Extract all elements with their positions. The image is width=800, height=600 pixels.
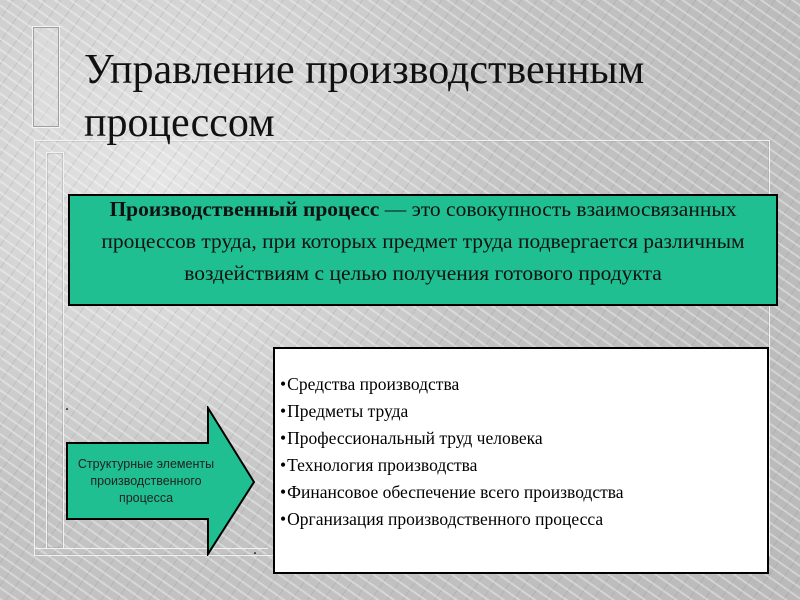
elements-list: [280, 371, 624, 533]
elements-list-box: [273, 347, 769, 574]
definition-box: [68, 194, 778, 306]
list-item: [280, 425, 624, 452]
bullet-icon: •: [280, 401, 287, 421]
bullet-icon: •: [280, 509, 287, 529]
decor-dot: .: [253, 541, 257, 558]
definition-text: [70, 193, 776, 289]
bullet-icon: •: [280, 455, 287, 475]
decorative-inner-bar: [46, 152, 64, 549]
list-item-text: Технология производства: [287, 455, 478, 475]
decor-dot: .: [65, 397, 69, 414]
list-item-text: Финансовое обеспечение всего производства: [287, 482, 624, 502]
list-item: [280, 479, 624, 506]
definition-term: Производственный процесс: [109, 197, 380, 221]
list-item-text: Средства производства: [287, 374, 460, 394]
list-item: [280, 452, 624, 479]
bullet-icon: •: [280, 482, 287, 502]
list-item-text: Организация производственного процесса: [287, 509, 604, 529]
bullet-icon: •: [280, 428, 287, 448]
decorative-bar: [32, 26, 60, 128]
bullet-icon: •: [280, 374, 287, 394]
list-item: [280, 398, 624, 425]
list-item: [280, 506, 624, 533]
list-item-text: Предметы труда: [287, 401, 409, 421]
slide-title: Управление производственным процессом: [84, 47, 645, 146]
arrow-label: Структурные элементы производственного процесса: [77, 457, 215, 505]
definition-body: — это совокупность взаимосвязанных процессов труда, при которых предмет труда подвергается различным воздействиям с целью получения готового продукта: [101, 197, 745, 285]
list-item: [280, 371, 624, 398]
list-item-text: Профессиональный труд человека: [287, 428, 543, 448]
